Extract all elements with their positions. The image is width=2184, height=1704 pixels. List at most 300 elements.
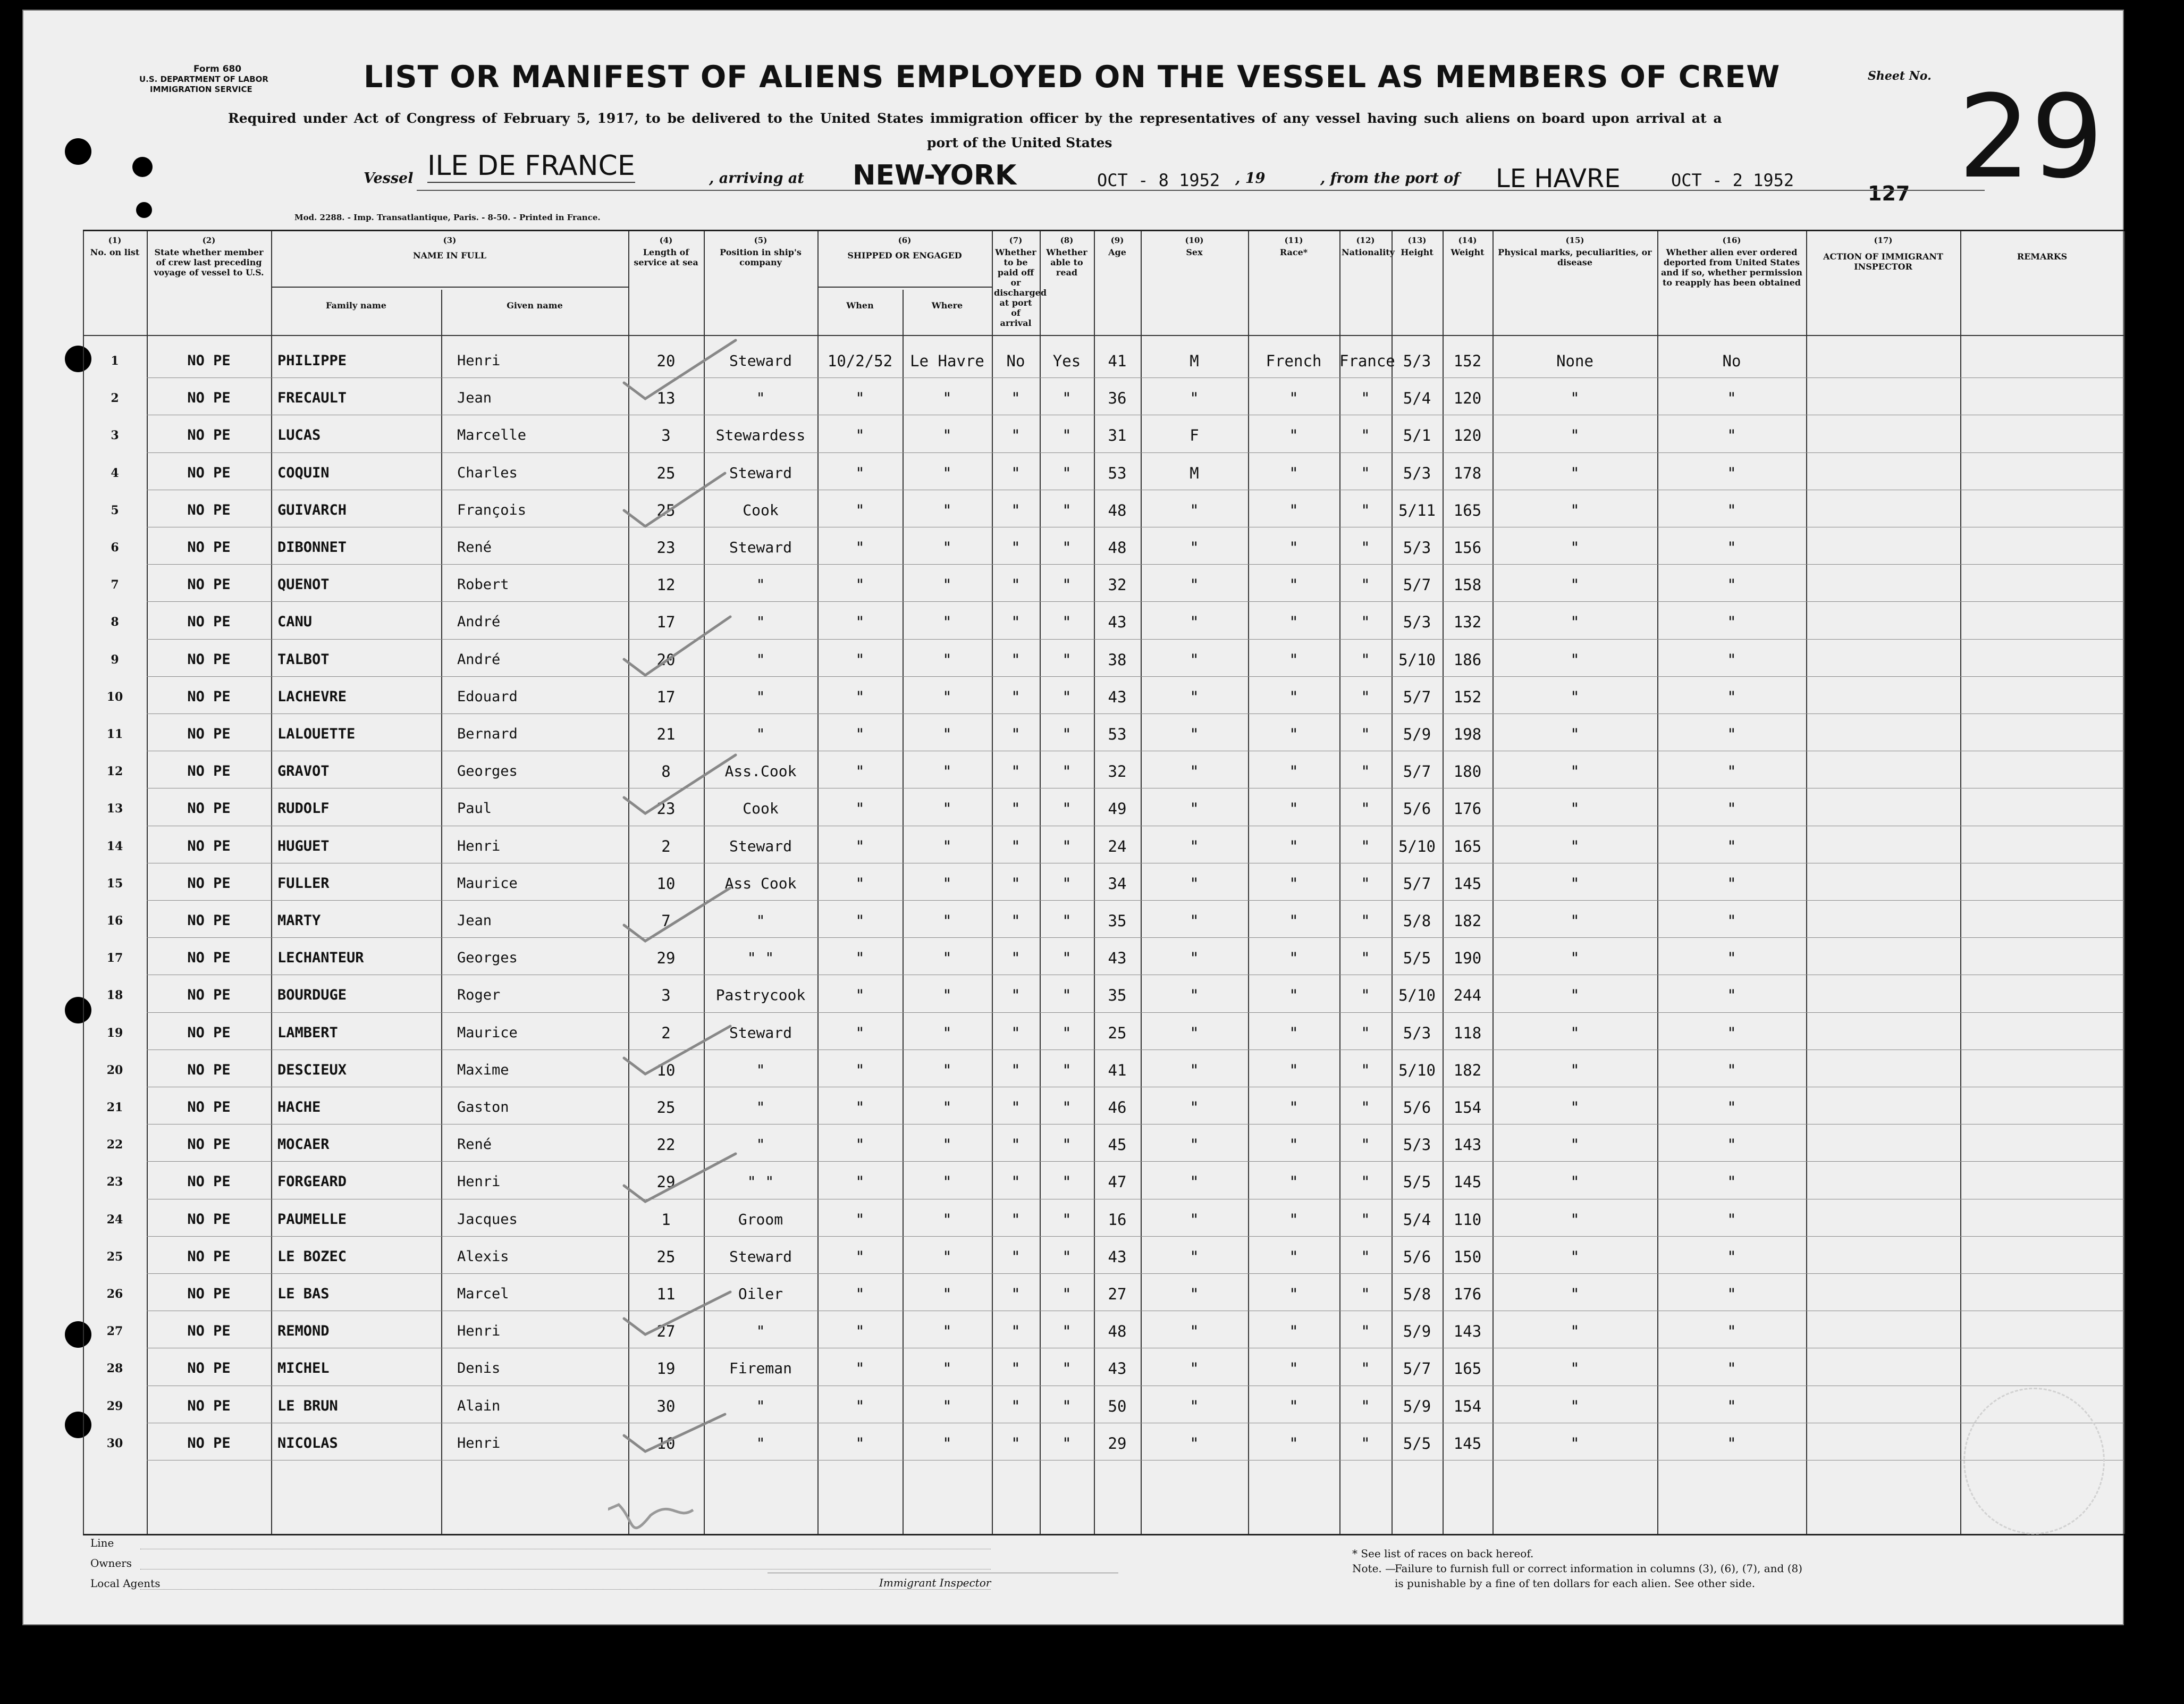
physical-marks: " xyxy=(1570,837,1580,855)
height: 5/7 xyxy=(1403,762,1431,781)
prev-voyage: NO PE xyxy=(187,501,231,518)
paid-off: " xyxy=(1011,1173,1021,1191)
position: Fireman xyxy=(729,1359,792,1378)
given-name: Marcelle xyxy=(457,427,527,444)
column-number: (6) xyxy=(898,236,912,245)
position: Cook xyxy=(743,501,779,519)
prev-voyage: NO PE xyxy=(187,464,231,481)
position: Groom xyxy=(738,1210,783,1228)
row-number: 27 xyxy=(106,1324,123,1339)
position: " xyxy=(756,613,765,631)
given-name: René xyxy=(457,539,492,556)
nationality: " xyxy=(1361,1434,1370,1453)
prev-voyage: NO PE xyxy=(187,950,231,967)
manifest-title: LIST OR MANIFEST OF ALIENS EMPLOYED ON THE VESSEL AS MEMBERS OF CREW xyxy=(364,60,1781,95)
shipped-where: " xyxy=(942,837,952,855)
weight: 244 xyxy=(1453,986,1482,1005)
column-number: (9) xyxy=(1110,236,1124,245)
given-name: Georges xyxy=(457,950,518,967)
page-reference: 127 xyxy=(1868,182,1910,205)
service-years: 10 xyxy=(656,1434,676,1453)
shipped-when: " xyxy=(855,762,865,781)
service-years: 23 xyxy=(656,539,676,557)
departure-port: LE HAVRE xyxy=(1496,164,1621,194)
able-to-read: " xyxy=(1062,800,1072,818)
table-row xyxy=(83,1199,2177,1236)
sex: M xyxy=(1190,352,1199,370)
shipped-where: " xyxy=(942,762,952,781)
service-years: 20 xyxy=(656,352,676,370)
family-name: LAMBERT xyxy=(277,1024,338,1041)
note-label: Note. — xyxy=(1352,1562,1396,1575)
position: " xyxy=(756,725,765,743)
physical-marks: " xyxy=(1570,539,1580,557)
given-name: Bernard xyxy=(457,726,518,742)
shipped-where: " xyxy=(942,687,952,706)
sex: F xyxy=(1190,426,1199,445)
height: 5/3 xyxy=(1403,613,1431,632)
shipped-where: " xyxy=(942,464,952,482)
race: " xyxy=(1289,650,1298,669)
sex: " xyxy=(1190,1173,1199,1191)
paid-off: " xyxy=(1011,837,1021,855)
sex: " xyxy=(1190,1061,1199,1079)
age: 48 xyxy=(1108,1322,1127,1341)
prev-voyage: NO PE xyxy=(187,1099,231,1115)
paid-off: " xyxy=(1011,762,1021,781)
service-years: 17 xyxy=(656,613,676,632)
shipped-where: " xyxy=(942,1359,952,1378)
race: " xyxy=(1289,1023,1298,1042)
shipped-when: " xyxy=(855,1210,865,1229)
shipped-where: " xyxy=(942,1322,952,1341)
shipped-where: " xyxy=(942,1434,952,1453)
age: 32 xyxy=(1108,762,1127,781)
column-number: (16) xyxy=(1722,236,1741,245)
shipped-when: " xyxy=(855,426,865,445)
service-years: 25 xyxy=(656,464,676,482)
sex: " xyxy=(1190,725,1199,743)
given-name: Charles xyxy=(457,464,518,481)
table-row xyxy=(83,900,2177,937)
paid-off: " xyxy=(1011,1397,1021,1415)
nationality: " xyxy=(1361,1098,1370,1117)
family-name: HACHE xyxy=(277,1099,321,1115)
deportation-status: " xyxy=(1727,837,1736,855)
height: 5/7 xyxy=(1403,1359,1431,1378)
position: " xyxy=(756,650,765,668)
prev-voyage: NO PE xyxy=(187,614,231,631)
table-row xyxy=(83,452,2177,490)
weight: 176 xyxy=(1453,800,1482,818)
row-number: 1 xyxy=(111,354,119,368)
physical-marks: " xyxy=(1570,1397,1580,1415)
row-number: 9 xyxy=(111,652,119,667)
able-to-read: " xyxy=(1062,389,1072,408)
family-name: TALBOT xyxy=(277,651,330,668)
prev-voyage: NO PE xyxy=(187,1397,231,1414)
race: " xyxy=(1289,501,1298,519)
sex: " xyxy=(1190,837,1199,855)
form-number: Form 680 xyxy=(193,64,242,74)
weight: 176 xyxy=(1453,1285,1482,1303)
nationality: " xyxy=(1361,1322,1370,1341)
shipped-header-rule xyxy=(817,287,992,288)
shipped-when: " xyxy=(855,1397,865,1415)
service-years: 21 xyxy=(656,725,676,743)
from-port-label: , from the port of xyxy=(1320,170,1460,187)
table-row xyxy=(83,1423,2177,1460)
given-name: Jean xyxy=(457,390,492,407)
physical-marks: " xyxy=(1570,800,1580,818)
given-name: Maurice xyxy=(457,875,518,892)
table-row xyxy=(83,788,2177,825)
age: 25 xyxy=(1108,1023,1127,1042)
deportation-status: No xyxy=(1722,352,1741,370)
race: " xyxy=(1289,464,1298,482)
deportation-status: " xyxy=(1727,949,1736,968)
paid-off: " xyxy=(1011,501,1021,519)
service-years: 1 xyxy=(661,1210,671,1229)
able-to-read: " xyxy=(1062,613,1072,632)
service-years: 2 xyxy=(661,1023,671,1042)
race: " xyxy=(1289,1173,1298,1191)
paid-off: " xyxy=(1011,1285,1021,1303)
given-name: Alexis xyxy=(457,1248,509,1265)
family-name: PAUMELLE xyxy=(277,1211,347,1228)
physical-marks: " xyxy=(1570,1247,1580,1266)
row-number: 29 xyxy=(106,1399,123,1413)
weight: 118 xyxy=(1453,1023,1482,1042)
table-row xyxy=(83,1348,2177,1385)
service-years: 10 xyxy=(656,874,676,893)
paid-off: " xyxy=(1011,1322,1021,1341)
table-row xyxy=(83,1161,2177,1198)
row-number: 24 xyxy=(106,1212,123,1227)
deportation-status: " xyxy=(1727,762,1736,781)
service-years: 3 xyxy=(661,986,671,1005)
race: " xyxy=(1289,1210,1298,1229)
nationality: " xyxy=(1361,1023,1370,1042)
prev-voyage: NO PE xyxy=(187,427,231,444)
family-name: LALOUETTE xyxy=(277,726,356,742)
height: 5/6 xyxy=(1403,1098,1431,1117)
nationality: " xyxy=(1361,725,1370,743)
shipped-where: " xyxy=(942,501,952,519)
nationality: " xyxy=(1361,1285,1370,1303)
physical-marks: " xyxy=(1570,949,1580,968)
row-number: 12 xyxy=(106,765,123,779)
prev-voyage: NO PE xyxy=(187,651,231,668)
sex: " xyxy=(1190,912,1199,930)
family-name: BOURDUGE xyxy=(277,987,347,1004)
paid-off: " xyxy=(1011,725,1021,743)
height: 5/4 xyxy=(1403,389,1431,408)
table-row xyxy=(83,601,2177,639)
able-to-read: " xyxy=(1062,650,1072,669)
column-number: (14) xyxy=(1458,236,1477,245)
deportation-status: " xyxy=(1727,389,1736,408)
weight: 120 xyxy=(1453,389,1482,408)
paid-off: " xyxy=(1011,912,1021,930)
paid-off: " xyxy=(1011,1136,1021,1154)
shipped-when: " xyxy=(855,837,865,855)
shipped-when: " xyxy=(855,576,865,594)
height: 5/3 xyxy=(1403,1023,1431,1042)
column-number: (4) xyxy=(659,236,673,245)
able-to-read: " xyxy=(1062,874,1072,893)
table-row xyxy=(83,1087,2177,1124)
deportation-status: " xyxy=(1727,725,1736,743)
given-name: Jean xyxy=(457,912,492,929)
shipped-when: " xyxy=(855,1098,865,1117)
arrival-date: OCT - 8 1952 xyxy=(1097,170,1220,190)
row-number: 6 xyxy=(111,541,119,555)
age: 41 xyxy=(1108,1061,1127,1079)
shipped-where: " xyxy=(942,912,952,930)
family-name: REMOND xyxy=(277,1323,330,1340)
position: " xyxy=(756,1397,765,1415)
race: " xyxy=(1289,1136,1298,1154)
deportation-status: " xyxy=(1727,1210,1736,1229)
table-row xyxy=(83,975,2177,1012)
column-header: Length of service at sea xyxy=(634,247,698,267)
nationality: " xyxy=(1361,501,1370,519)
prev-voyage: NO PE xyxy=(187,539,231,556)
age: 36 xyxy=(1108,389,1127,408)
age: 35 xyxy=(1108,912,1127,930)
given-name: Marcel xyxy=(457,1286,509,1302)
column-number: (8) xyxy=(1060,236,1074,245)
height: 5/9 xyxy=(1403,1397,1431,1415)
row-number: 21 xyxy=(106,1101,123,1114)
pencil-check-marks xyxy=(608,319,821,1558)
position: " xyxy=(756,576,765,594)
service-years: 29 xyxy=(656,949,676,968)
shipped-when: " xyxy=(855,1061,865,1079)
table-row xyxy=(83,377,2177,415)
given-name: André xyxy=(457,651,501,668)
column-header: Height xyxy=(1401,247,1433,257)
column-number: (5) xyxy=(754,236,768,245)
service-years: 30 xyxy=(656,1397,676,1415)
deportation-status: " xyxy=(1727,539,1736,557)
sex: " xyxy=(1190,501,1199,519)
prev-voyage: NO PE xyxy=(187,875,231,892)
physical-marks: " xyxy=(1570,501,1580,519)
physical-marks: None xyxy=(1556,352,1593,370)
prev-voyage: NO PE xyxy=(187,1024,231,1041)
table-row xyxy=(83,1311,2177,1348)
prev-voyage: NO PE xyxy=(187,576,231,593)
departure-date: OCT - 2 1952 xyxy=(1671,170,1794,190)
punch-hole xyxy=(136,202,152,218)
age: 43 xyxy=(1108,1247,1127,1266)
physical-marks: " xyxy=(1570,1061,1580,1079)
row-number: 3 xyxy=(111,429,119,443)
physical-marks: " xyxy=(1570,650,1580,669)
nationality: " xyxy=(1361,800,1370,818)
column-header: Nationality xyxy=(1342,247,1395,257)
sex: " xyxy=(1190,389,1199,408)
column-header: ACTION OF IMMIGRANT INSPECTOR xyxy=(1823,251,1943,272)
given-name: André xyxy=(457,614,501,631)
shipped-where: " xyxy=(942,1173,952,1191)
sex: " xyxy=(1190,650,1199,669)
height: 5/4 xyxy=(1403,1210,1431,1229)
shipped-when: " xyxy=(855,539,865,557)
deportation-status: " xyxy=(1727,1023,1736,1042)
shipped-where: " xyxy=(942,1136,952,1154)
sex: " xyxy=(1190,1359,1199,1378)
deportation-status: " xyxy=(1727,576,1736,594)
height: 5/7 xyxy=(1403,874,1431,893)
position: Steward xyxy=(729,1247,792,1265)
paid-off: " xyxy=(1011,464,1021,482)
physical-marks: " xyxy=(1570,1434,1580,1453)
paid-off: " xyxy=(1011,1434,1021,1453)
prev-voyage: NO PE xyxy=(187,1323,231,1340)
deportation-status: " xyxy=(1727,464,1736,482)
family-name: MARTY xyxy=(277,912,321,929)
weight: 165 xyxy=(1453,837,1482,855)
race: " xyxy=(1289,874,1298,893)
column-header: NAME IN FULL xyxy=(412,250,486,261)
service-name: IMMIGRATION SERVICE xyxy=(150,85,252,94)
nationality: " xyxy=(1361,1247,1370,1266)
weight: 152 xyxy=(1453,352,1482,370)
table-row xyxy=(83,826,2177,863)
height: 5/8 xyxy=(1403,1285,1431,1303)
service-years: 8 xyxy=(661,762,671,781)
deportation-status: " xyxy=(1727,1173,1736,1191)
table-row xyxy=(83,937,2177,975)
position: " xyxy=(756,1061,765,1079)
given-name: François xyxy=(457,501,527,518)
shipped-where: " xyxy=(942,539,952,557)
deportation-status: " xyxy=(1727,1285,1736,1303)
able-to-read: " xyxy=(1062,501,1072,519)
nationality: " xyxy=(1361,464,1370,482)
race: " xyxy=(1289,762,1298,781)
table-row xyxy=(83,415,2177,452)
row-number: 28 xyxy=(106,1362,123,1376)
row-number: 26 xyxy=(106,1287,123,1301)
nationality: " xyxy=(1361,650,1370,669)
height: 5/3 xyxy=(1403,1136,1431,1154)
able-to-read: Yes xyxy=(1052,352,1081,370)
nationality: " xyxy=(1361,949,1370,968)
race: " xyxy=(1289,576,1298,594)
service-years: 10 xyxy=(656,1061,676,1079)
shipped-when: " xyxy=(855,464,865,482)
race: " xyxy=(1289,1434,1298,1453)
prev-voyage: NO PE xyxy=(187,987,231,1004)
deportation-status: " xyxy=(1727,613,1736,632)
age: 49 xyxy=(1108,800,1127,818)
able-to-read: " xyxy=(1062,762,1072,781)
sex: " xyxy=(1190,1023,1199,1042)
race: French xyxy=(1266,352,1322,370)
nationality: " xyxy=(1361,576,1370,594)
weight: 120 xyxy=(1453,426,1482,445)
sex: " xyxy=(1190,1397,1199,1415)
family-name: LE BOZEC xyxy=(277,1248,347,1265)
table-row xyxy=(83,1273,2177,1311)
race: " xyxy=(1289,912,1298,930)
race: " xyxy=(1289,687,1298,706)
row-number: 20 xyxy=(106,1063,123,1077)
paid-off: " xyxy=(1011,1247,1021,1266)
deportation-status: " xyxy=(1727,986,1736,1005)
vessel-label: Vessel xyxy=(364,170,414,187)
arriving-port: NEW-YORK xyxy=(853,160,1017,191)
prev-voyage: NO PE xyxy=(187,1434,231,1451)
row-number: 7 xyxy=(111,578,119,592)
prev-voyage: NO PE xyxy=(187,1061,231,1078)
manifest-sheet xyxy=(22,10,2124,1625)
deportation-status: " xyxy=(1727,874,1736,893)
age: 32 xyxy=(1108,576,1127,594)
position: Pastrycook xyxy=(715,986,806,1004)
service-years: 2 xyxy=(661,837,671,855)
family-name: MICHEL xyxy=(277,1360,330,1377)
race: " xyxy=(1289,1247,1298,1266)
prev-voyage: NO PE xyxy=(187,1173,231,1190)
nationality: " xyxy=(1361,1136,1370,1154)
column-header: State whether member of crew last preceding voyage of vessel to U.S. xyxy=(154,247,264,278)
shipped-when: " xyxy=(855,1136,865,1154)
column-header: Whether alien ever ordered deported from United States and if so, whether permission to reapply has been obtained xyxy=(1660,247,1803,288)
sex: " xyxy=(1190,986,1199,1005)
prev-voyage: NO PE xyxy=(187,1211,231,1228)
height: 5/6 xyxy=(1403,1247,1431,1266)
height: 5/11 xyxy=(1398,501,1436,519)
position: Oiler xyxy=(738,1285,783,1303)
nationality: " xyxy=(1361,1061,1370,1079)
family-name: LACHEVRE xyxy=(277,688,347,705)
deportation-status: " xyxy=(1727,501,1736,519)
height: 5/10 xyxy=(1398,650,1436,669)
family-name: CANU xyxy=(277,614,313,631)
family-name: FULLER xyxy=(277,875,330,892)
given-name: Henri xyxy=(457,1434,501,1451)
table-row xyxy=(83,714,2177,751)
deportation-status: " xyxy=(1727,1061,1736,1079)
age: 24 xyxy=(1108,837,1127,855)
height: 5/9 xyxy=(1403,1322,1431,1341)
paid-off: " xyxy=(1011,800,1021,818)
weight: 186 xyxy=(1453,650,1482,669)
shipped-when: " xyxy=(855,389,865,408)
year-label: , 19 xyxy=(1235,170,1266,187)
service-years: 20 xyxy=(656,650,676,669)
sub-column-header: Given name xyxy=(507,300,563,310)
row-number: 14 xyxy=(106,839,123,853)
table-row xyxy=(83,639,2177,676)
table-row xyxy=(83,527,2177,564)
note-text: Failure to furnish full or correct information in columns (3), (6), (7), and (8) xyxy=(1395,1562,1803,1575)
height: 5/3 xyxy=(1403,539,1431,557)
paid-off: " xyxy=(1011,576,1021,594)
able-to-read: " xyxy=(1062,1098,1072,1117)
shipped-when: " xyxy=(855,1359,865,1378)
able-to-read: " xyxy=(1062,1136,1072,1154)
physical-marks: " xyxy=(1570,687,1580,706)
given-name: Edouard xyxy=(457,688,518,705)
age: 43 xyxy=(1108,687,1127,706)
physical-marks: " xyxy=(1570,725,1580,743)
